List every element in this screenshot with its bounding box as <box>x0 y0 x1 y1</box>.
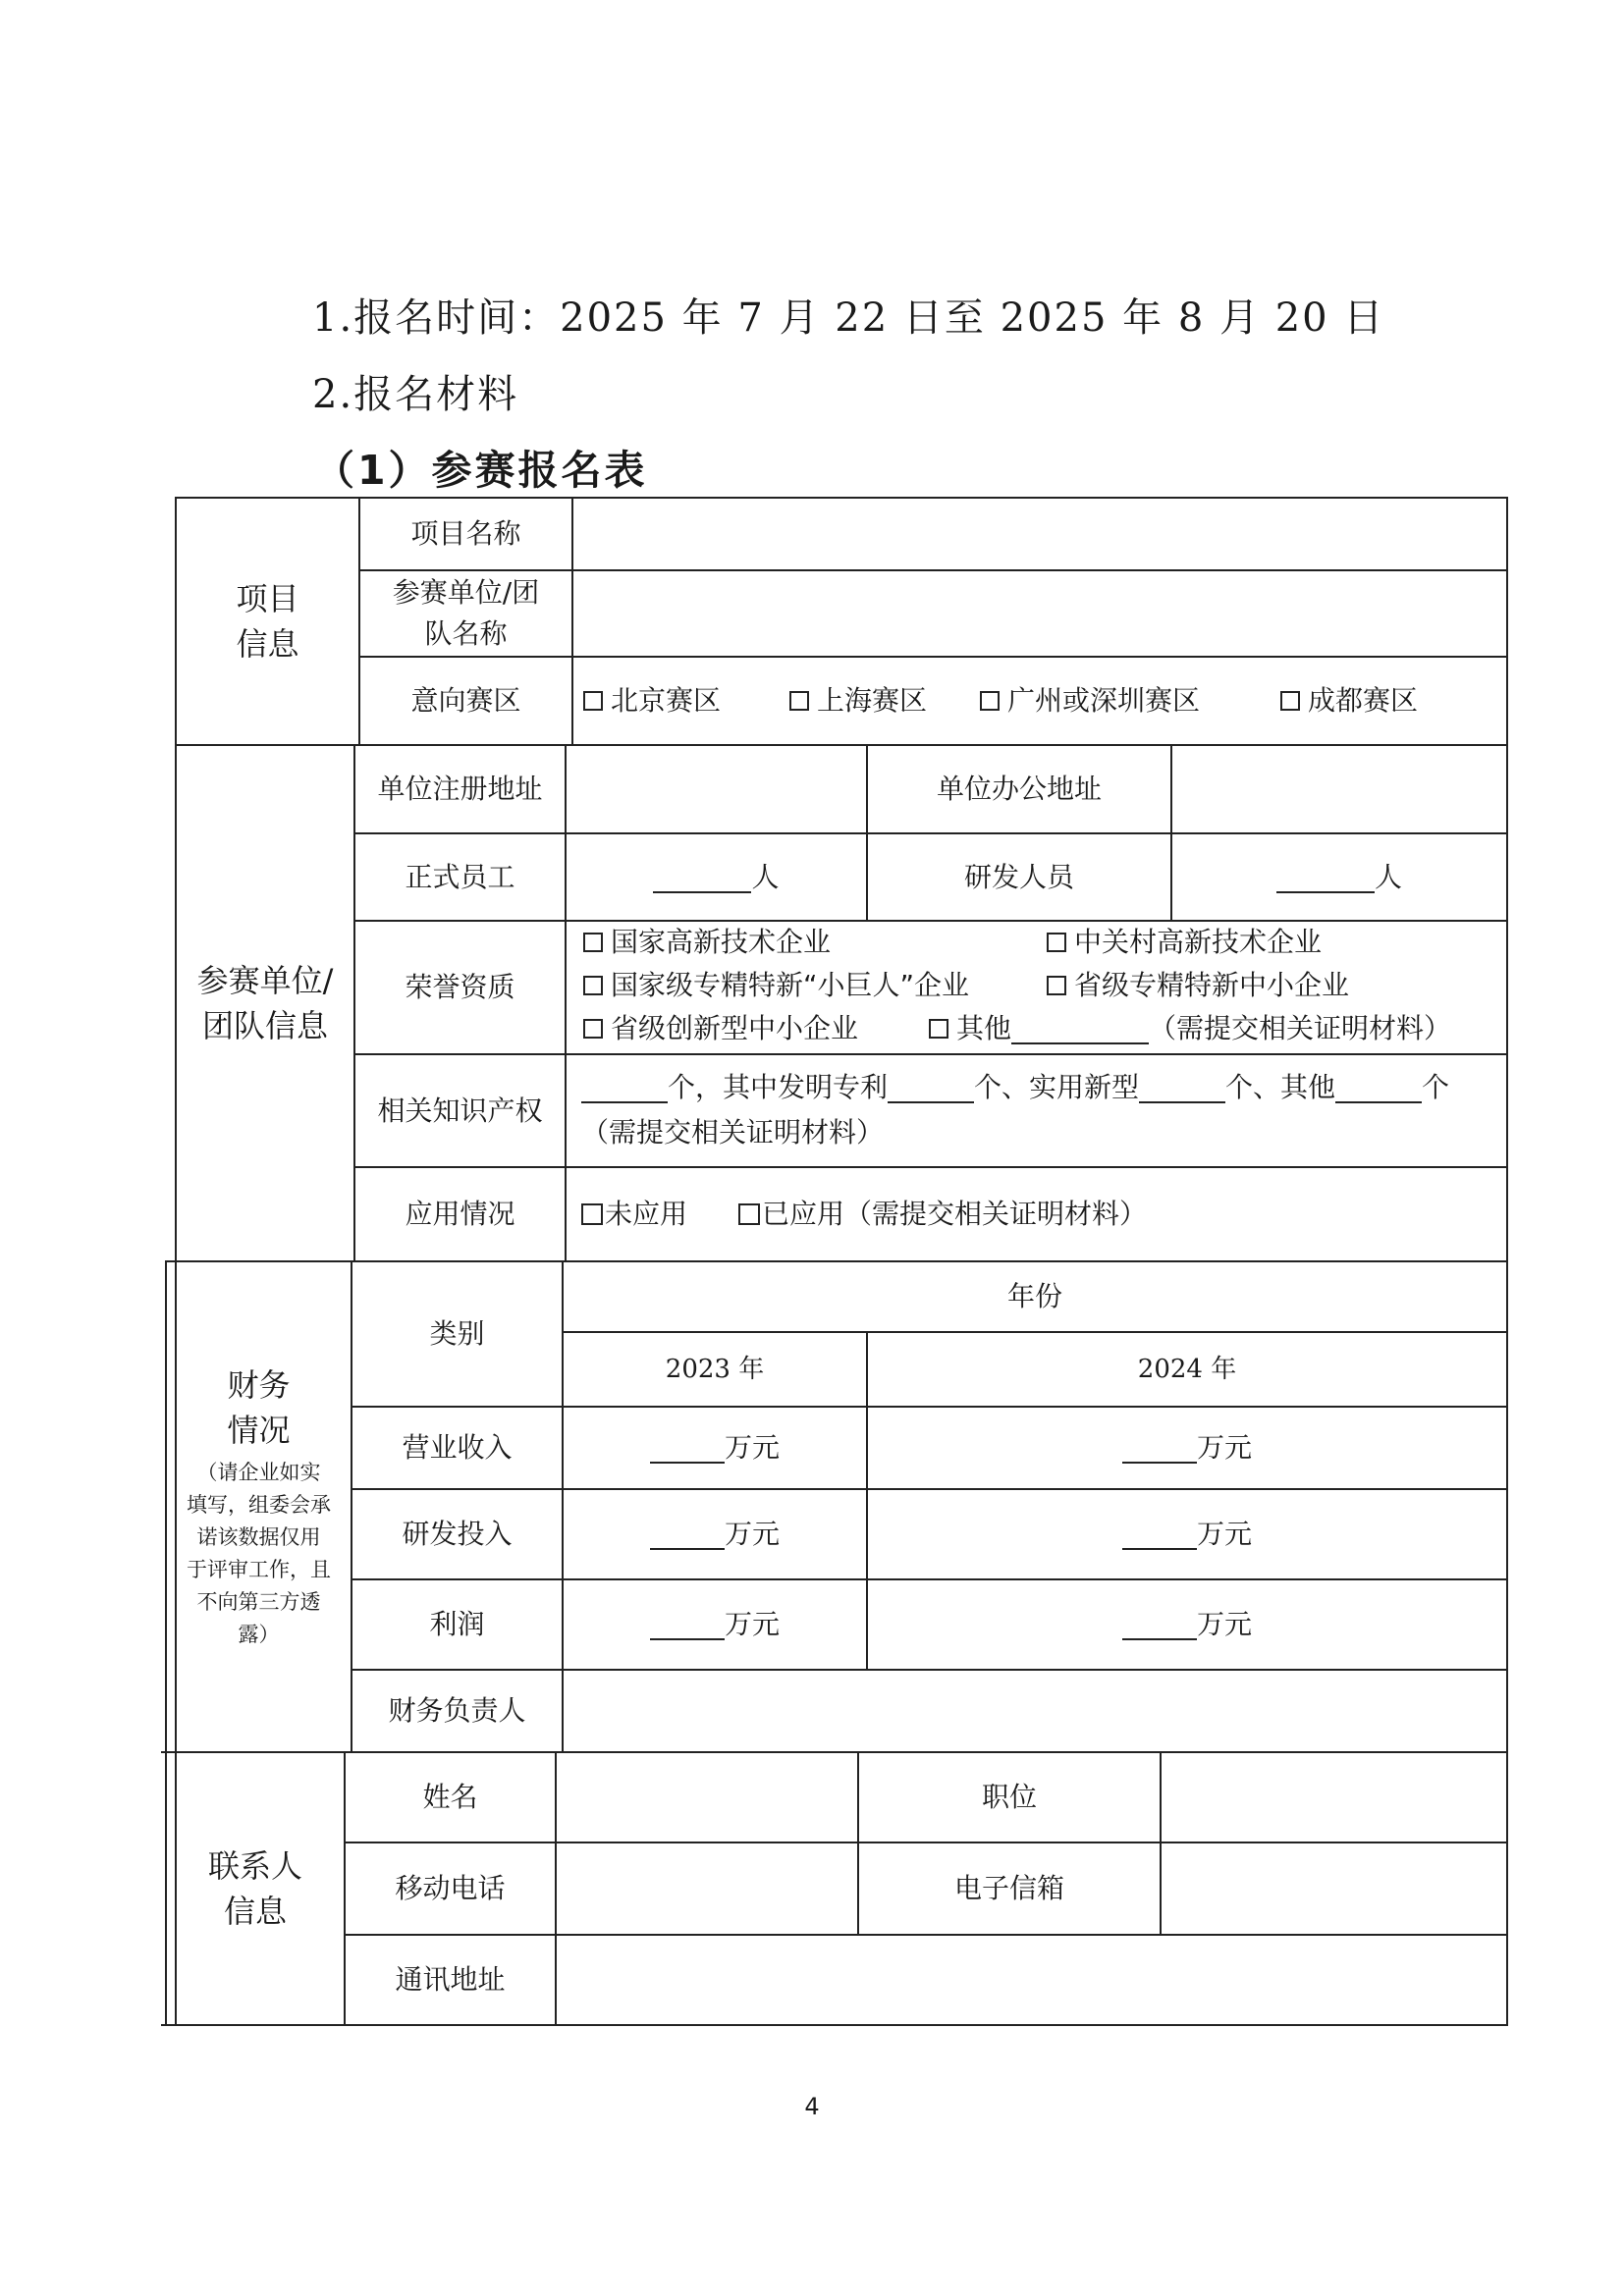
region-label: 意向赛区 <box>410 684 521 717</box>
reg-address-field[interactable] <box>567 746 866 832</box>
category-label: 类别 <box>429 1317 485 1350</box>
checkbox-icon[interactable] <box>929 1019 948 1039</box>
honor-national-hightech[interactable]: 国家高新技术企业 <box>583 922 831 963</box>
project-name-field[interactable] <box>573 499 1506 569</box>
profit-label: 利润 <box>429 1608 485 1640</box>
office-address-label: 单位办公地址 <box>936 773 1102 805</box>
revenue-2024-field[interactable]: 万元 <box>868 1408 1506 1488</box>
checkbox-icon[interactable] <box>1280 691 1300 711</box>
application-options <box>581 1168 1506 1260</box>
region-option-guangzhou-shenzhen[interactable]: 广州或深圳赛区 <box>980 680 1200 721</box>
position-field[interactable] <box>1162 1753 1506 1842</box>
app-applied[interactable]: 已应用（需提交相关证明材料） <box>738 1194 1147 1235</box>
project-name-label: 项目名称 <box>410 517 521 550</box>
checkbox-icon[interactable] <box>1047 976 1066 995</box>
contact-name-label: 姓名 <box>422 1781 478 1813</box>
finance-section: 财务 情况 （请企业如实 填写，组委会承 诺该数据仅用 于评审工作，且 不向第三方透 露） <box>167 1262 351 1751</box>
ip-field[interactable]: 个，其中发明专利 个、实用新型 个、其他 个 （需提交相关证明材料） <box>581 1071 1450 1148</box>
region-option-beijing[interactable]: 北京赛区 <box>583 680 721 721</box>
honor-zgc-hightech[interactable]: 中关村高新技术企业 <box>1047 922 1322 963</box>
contact-section: 联系人 信息 <box>207 1847 302 1930</box>
address-label: 通讯地址 <box>395 1963 506 1996</box>
checkbox-icon[interactable] <box>980 691 1000 711</box>
rd-2024-field[interactable]: 万元 <box>868 1490 1506 1578</box>
unit-info-section: 参赛单位/ 团队信息 <box>196 962 334 1044</box>
honor-other[interactable]: 其他 （需提交相关证明材料） <box>929 1008 1451 1049</box>
year-2023: 2023 年 <box>665 1355 765 1384</box>
profit-2024-field[interactable]: 万元 <box>868 1580 1506 1669</box>
email-field[interactable] <box>1162 1843 1506 1934</box>
ip-label: 相关知识产权 <box>377 1094 543 1127</box>
mobile-label: 移动电话 <box>395 1872 506 1904</box>
rd-2023-field[interactable]: 万元 <box>564 1490 866 1578</box>
year-label: 年份 <box>1006 1280 1062 1312</box>
honor-provincial-innovative[interactable]: 省级创新型中小企业 <box>583 1008 858 1049</box>
address-field[interactable] <box>557 1936 1506 2024</box>
finance-note: （请企业如实 填写，组委会承 诺该数据仅用 于评审工作，且 不向第三方透 露） <box>187 1461 331 1646</box>
region-option-chengdu[interactable]: 成都赛区 <box>1280 680 1418 721</box>
checkbox-icon[interactable] <box>583 933 603 952</box>
honor-provincial-specialized[interactable]: 省级专精特新中小企业 <box>1047 965 1349 1006</box>
project-info-section: 项目 信息 <box>236 580 299 663</box>
year-2024: 2024 年 <box>1137 1355 1237 1384</box>
checkbox-icon[interactable] <box>789 691 809 711</box>
mobile-field[interactable] <box>557 1843 857 1934</box>
staff-field[interactable]: 人 <box>567 834 866 920</box>
revenue-2023-field[interactable]: 万元 <box>564 1408 866 1488</box>
checkbox-icon[interactable] <box>581 1203 603 1225</box>
staff-label: 正式员工 <box>405 860 515 893</box>
form-title: （1）参赛报名表 <box>314 447 648 494</box>
application-label: 应用情况 <box>405 1198 515 1230</box>
office-address-field[interactable] <box>1172 746 1506 832</box>
region-option-shanghai[interactable]: 上海赛区 <box>789 680 927 721</box>
checkbox-icon[interactable] <box>583 1019 603 1039</box>
region-options <box>583 658 1506 744</box>
cfo-label: 财务负责人 <box>388 1694 526 1727</box>
checkbox-icon[interactable] <box>738 1203 760 1225</box>
registration-time: 1.报名时间：2025 年 7 月 22 日至 2025 年 8 月 20 日 <box>312 295 1385 341</box>
cfo-field[interactable] <box>564 1671 1506 1751</box>
checkbox-icon[interactable] <box>583 691 603 711</box>
registration-materials: 2.报名材料 <box>312 372 519 417</box>
team-name-label: 参赛单位/团 队名称 <box>392 576 540 650</box>
app-not-applied[interactable]: 未应用 <box>581 1194 687 1235</box>
honor-options <box>583 922 1506 1053</box>
honor-little-giant[interactable]: 国家级专精特新“小巨人”企业 <box>583 965 969 1006</box>
page-number: 4 <box>804 2093 820 2120</box>
email-label: 电子信箱 <box>953 1872 1064 1904</box>
honor-label: 荣誉资质 <box>405 971 515 1003</box>
profit-2023-field[interactable]: 万元 <box>564 1580 866 1669</box>
team-name-field[interactable] <box>573 571 1506 656</box>
position-label: 职位 <box>981 1781 1037 1813</box>
reg-address-label: 单位注册地址 <box>377 773 543 805</box>
rd-staff-label: 研发人员 <box>963 860 1074 893</box>
rd-investment-label: 研发投入 <box>402 1518 513 1550</box>
checkbox-icon[interactable] <box>583 976 603 995</box>
checkbox-icon[interactable] <box>1047 933 1066 952</box>
contact-name-field[interactable] <box>557 1753 857 1842</box>
revenue-label: 营业收入 <box>402 1431 513 1464</box>
rd-staff-field[interactable]: 人 <box>1172 834 1506 920</box>
